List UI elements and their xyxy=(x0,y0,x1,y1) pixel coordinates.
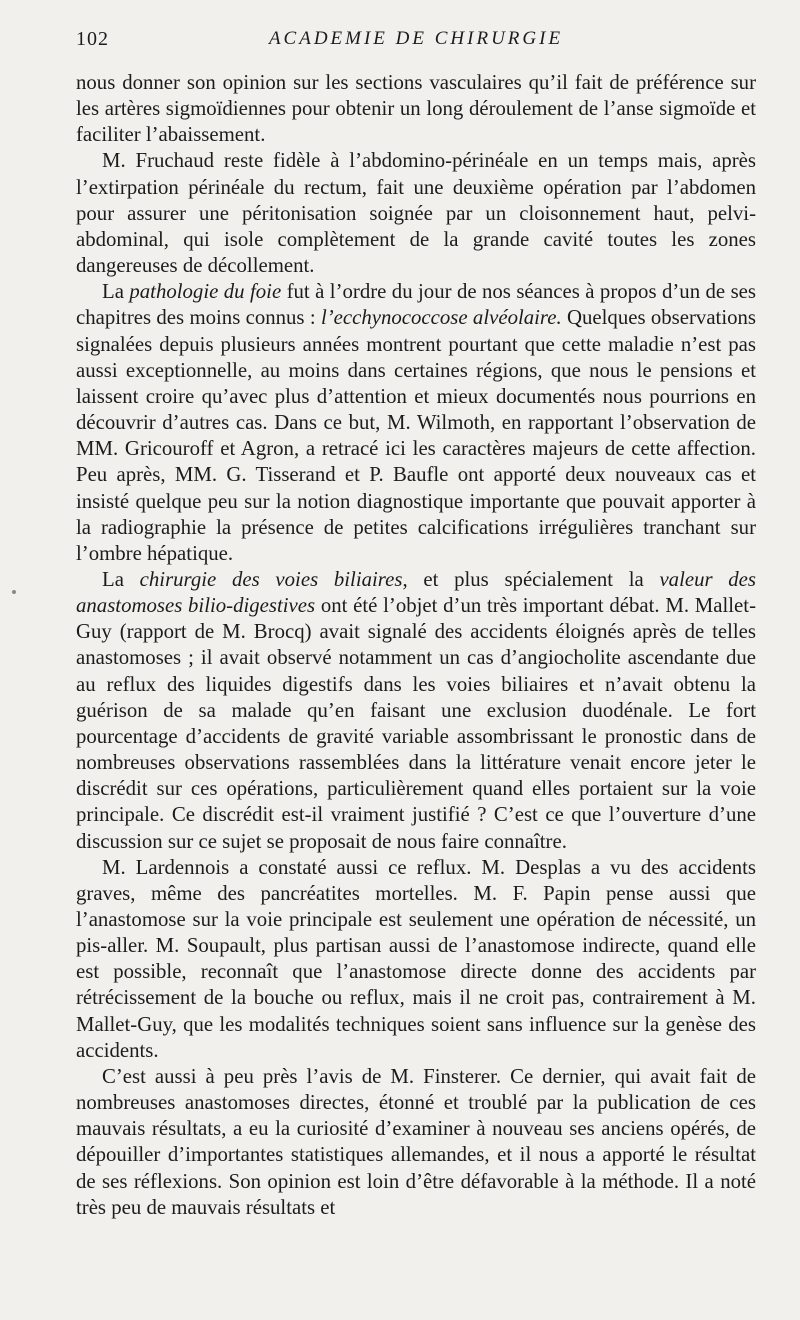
margin-mark xyxy=(12,590,16,594)
text-segment: ont été l’objet d’un très important débat. M. Mallet-Guy (rapport de M. Brocq) avait signalé des accidents éloignés après de telles anastomoses ; il avait observé notamment un cas d’angiocholite ascendante due au reflux des liquides digestifs dans les voies biliaires et n’avait obtenu la guérison de sa malade qu’en faisant une exclusion duodénale. Le fort pourcentage d’accidents de gravité variable assombrissant le pronostic dans de nombreuses observations rassemblées dans la littérature venait encore jeter le discrédit sur ces opérations, particulièrement quand elles portaient sur la voie principale. Ce discrédit est-il vraiment justifié ? C’est ce que l’ouverture d’une discussion sur ce sujet se proposait de nous faire connaître. xyxy=(76,594,756,853)
paragraph xyxy=(76,70,756,148)
paragraph xyxy=(76,567,756,855)
text-segment: nous donner son opinion sur les sections vasculaires qu’il fait de préférence sur les artères sigmoïdiennes pour obtenir un long déroulement de l’anse sigmoïde et faciliter l’abaissement. xyxy=(76,71,756,147)
page-number: 102 xyxy=(76,28,109,50)
body-text xyxy=(76,70,756,1221)
text-segment: M. Lardennois a constaté aussi ce reflux. M. Desplas a vu des accidents graves, même des pancréatites mortelles. M. F. Papin pense aussi que l’anastomose sur la voie principale est seulement une opération de nécessité, un pis-aller. M. Soupault, plus partisan aussi de l’anastomose indirecte, quand elle est possible, reconnaît que l’anastomose directe donne des accidents par rétrécissement de la bouche ou reflux, mais il ne croit pas, contrairement à M. Mallet-Guy, que les modalités techniques soient sans influence sur la genèse des accidents. xyxy=(76,855,756,1062)
paragraph xyxy=(76,279,756,567)
italic-text: pathologie du foie xyxy=(129,280,282,304)
paragraph xyxy=(76,148,756,279)
text-segment: Quelques observations signalées depuis plusieurs années montrent pourtant que cette maladie n’est pas aussi exceptionnelle, au moins dans certaines régions, que nous le pensions et laissent croire qu’avec plus d’attention et mieux documentés nous pourrions en découvrir d’autres cas. Dans ce but, M. Wilmoth, en rapportant l’observation de MM. Gricouroff et Agron, a retracé ici les caractères majeurs de cette affection. Peu après, MM. G. Tisserand et P. Baufle ont apporté deux nouveaux cas et insisté quelque peu sur la notion diagnostique importante que pouvait apporter à la radiographie la présence de petites calcifications irrégulières tranchant sur l’ombre hépatique. xyxy=(76,306,756,565)
italic-text: valeur des anastomoses bilio-digestives xyxy=(76,567,757,618)
text-segment: La xyxy=(102,280,130,304)
text-segment: La xyxy=(102,567,140,591)
italic-text: l’ecchynococcose alvéolaire. xyxy=(320,306,562,330)
italic-text: chirurgie des voies biliaires xyxy=(139,567,403,591)
text-segment: , et plus spécialement la xyxy=(402,567,660,591)
paragraph xyxy=(76,1064,756,1221)
page-header xyxy=(76,28,756,58)
text-segment: M. Fruchaud reste fidèle à l’abdomino-périnéale en un temps mais, après l’extirpation périnéale du rectum, fait une deuxième opération par l’abdomen pour assurer une péritonisation soignée par un cloisonnement haut, pelvi-abdominal, qui isole complètement de la grande cavité toutes les zones dangereuses de décollement. xyxy=(76,149,756,278)
text-segment: fut à l’ordre du jour de nos séances à propos d’un de ses chapitres des moins connus : xyxy=(76,280,756,330)
paragraph xyxy=(76,855,756,1064)
text-segment: C’est aussi à peu près l’avis de M. Finsterer. Ce dernier, qui avait fait de nombreuses anastomoses directes, étonné et troublé par la publication de ces mauvais résultats, a eu la curiosité d’examiner à nouveau ses anciens opérés, de dépouiller d’importantes statistiques allemandes, et il nous a apporté le résultat de ses réflexions. Son opinion est loin d’être défavorable à la méthode. Il a noté très peu de mauvais résultats et xyxy=(76,1064,756,1219)
running-title: ACADEMIE DE CHIRURGIE xyxy=(268,28,564,49)
